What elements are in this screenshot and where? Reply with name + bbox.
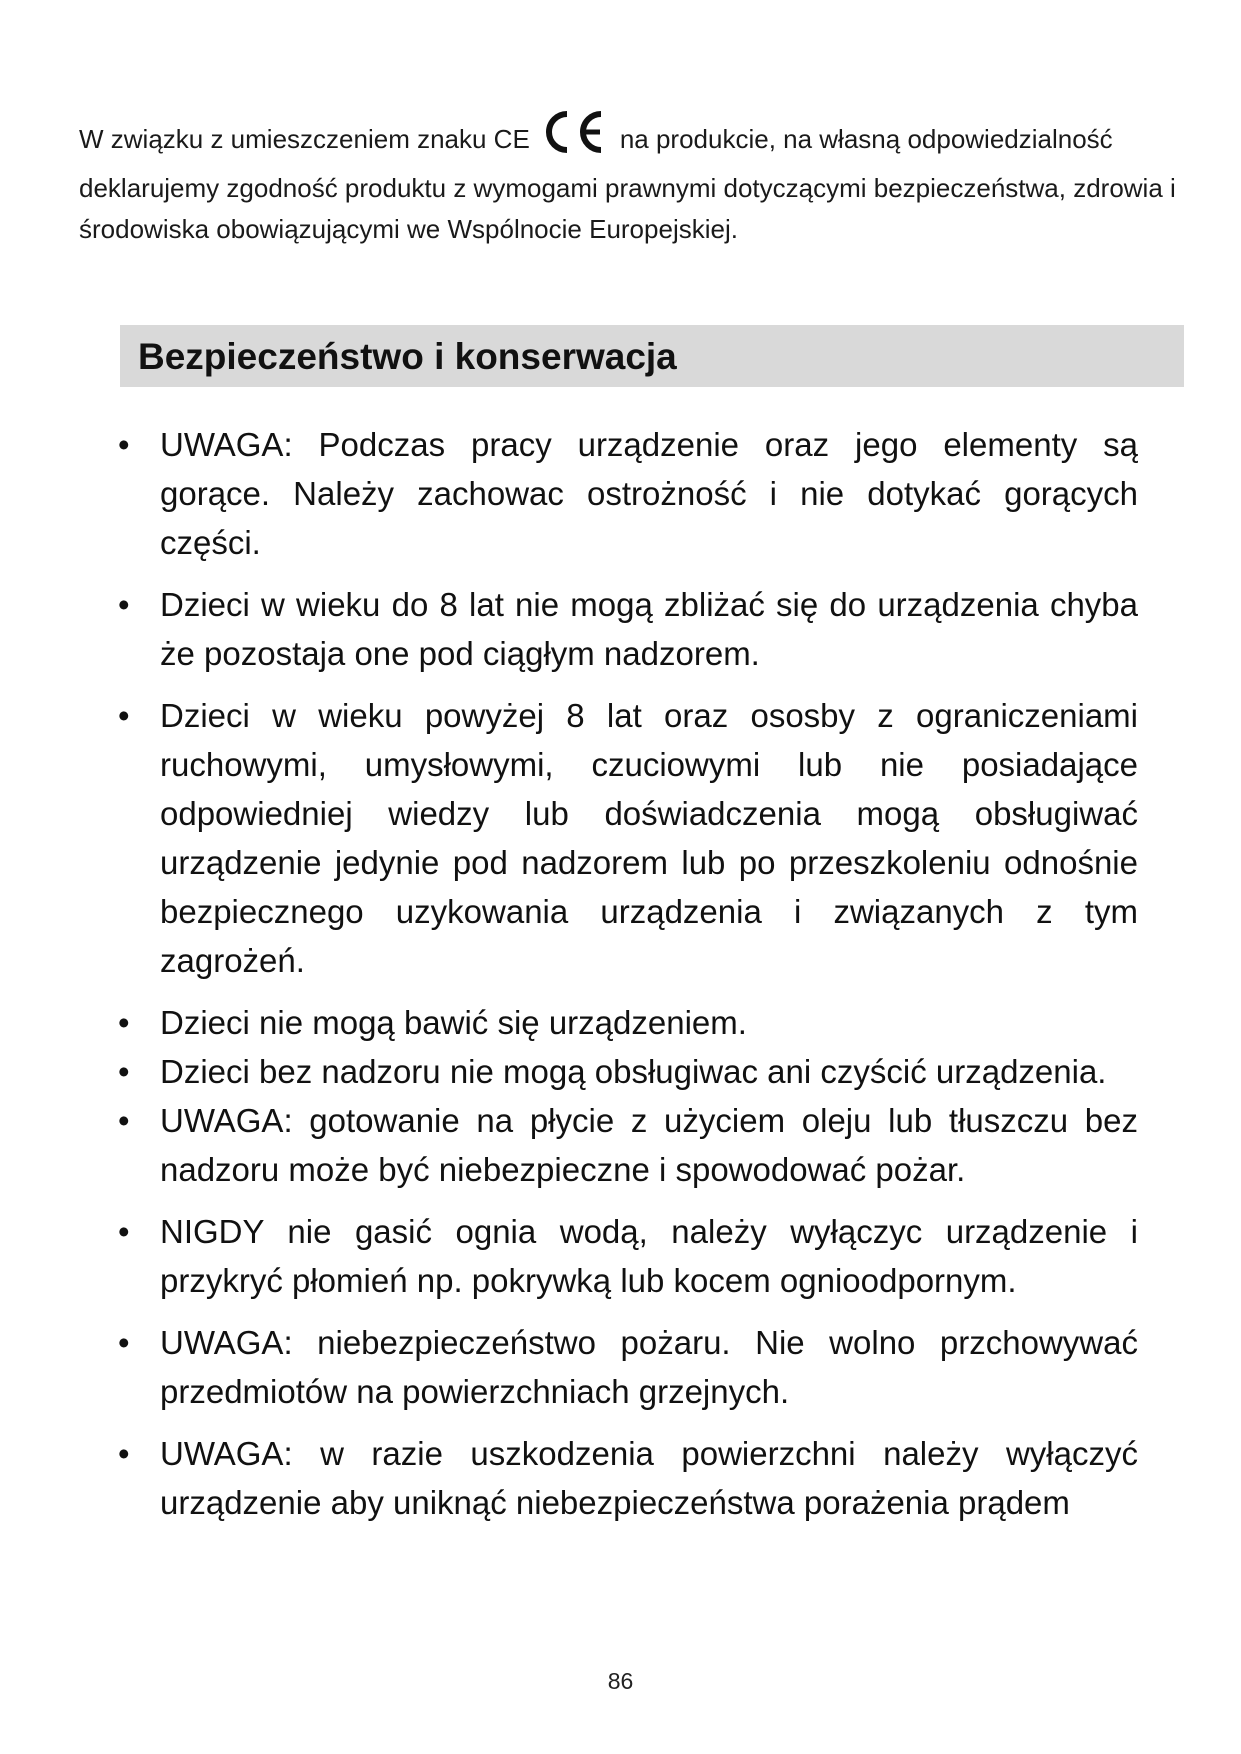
bullet-icon: • (118, 1102, 130, 1139)
ce-declaration (79, 108, 1189, 250)
list-item (118, 420, 1138, 567)
list-item (118, 580, 1138, 678)
list-item (118, 1318, 1138, 1416)
list-item-text: UWAGA: niebezpieczeństwo pożaru. Nie wolno przchowywać przedmiotów na powierzchniach grzejnych. (160, 1324, 1138, 1410)
safety-list (118, 420, 1138, 1540)
list-item-text: NIGDY nie gasić ognia wodą, należy wyłączyc urządzenie i przykryć płomień np. pokrywką lub kocem ognioodpornym. (160, 1213, 1138, 1299)
list-item (118, 1096, 1138, 1194)
bullet-icon: • (118, 697, 130, 734)
list-item (118, 998, 1138, 1047)
ce-mark-icon (540, 108, 606, 168)
list-item (118, 1047, 1138, 1096)
list-item (118, 691, 1138, 985)
list-item-text: UWAGA: w razie uszkodzenia powierzchni należy wyłączyć urządzenie aby uniknąć niebezpieczeństwa porażenia prądem (160, 1435, 1138, 1521)
section-header (120, 325, 1184, 387)
list-item-text: UWAGA: Podczas pracy urządzenie oraz jego elementy są gorące. Należy zachowac ostrożność i nie dotykać gorących części. (160, 426, 1138, 561)
bullet-icon: • (118, 1053, 130, 1090)
list-item-text: UWAGA: gotowanie na płycie z użyciem oleju lub tłuszczu bez nadzoru może być niebezpieczne i spowodować pożar. (160, 1102, 1138, 1188)
ce-declaration-after: na produkcie, na własną odpowiedzialność deklarujemy zgodność produktu z wymogami prawnymi dotyczącymi bezpieczeństwa, zdrowia i środowiska obowiązującymi we Wspólnocie Europejskiej. (79, 124, 1176, 244)
page-number: 86 (607, 1668, 634, 1694)
ce-declaration-text (79, 108, 1189, 250)
list-item-text: Dzieci nie mogą bawić się urządzeniem. (160, 1004, 747, 1041)
bullet-icon: • (118, 586, 130, 623)
list-item (118, 1429, 1138, 1527)
list-item-text: Dzieci w wieku do 8 lat nie mogą zbliżać się do urządzenia chyba że pozostaja one pod ciągłym nadzorem. (160, 586, 1138, 672)
list-item (118, 1207, 1138, 1305)
list-item-text: Dzieci bez nadzoru nie mogą obsługiwac ani czyścić urządzenia. (160, 1053, 1107, 1090)
list-item-text: Dzieci w wieku powyżej 8 lat oraz ososby z ograniczeniami ruchowymi, umysłowymi, czuciowymi lub nie posiadające odpowiedniej wiedzy lub doświadczenia mogą obsługiwać urządzenie jedynie pod nadzorem lub po przeszkoleniu odnośnie bezpiecznego uzykowania urządzenia i związanych z tym zagrożeń. (160, 697, 1138, 979)
ce-declaration-before: W związku z umieszczeniem znaku CE (79, 124, 530, 154)
bullet-icon: • (118, 1213, 130, 1250)
bullet-icon: • (118, 1004, 130, 1041)
bullet-icon: • (118, 1324, 130, 1361)
bullet-icon: • (118, 426, 130, 463)
bullet-icon: • (118, 1435, 130, 1472)
section-title: Bezpieczeństwo i konserwacja (138, 336, 677, 377)
